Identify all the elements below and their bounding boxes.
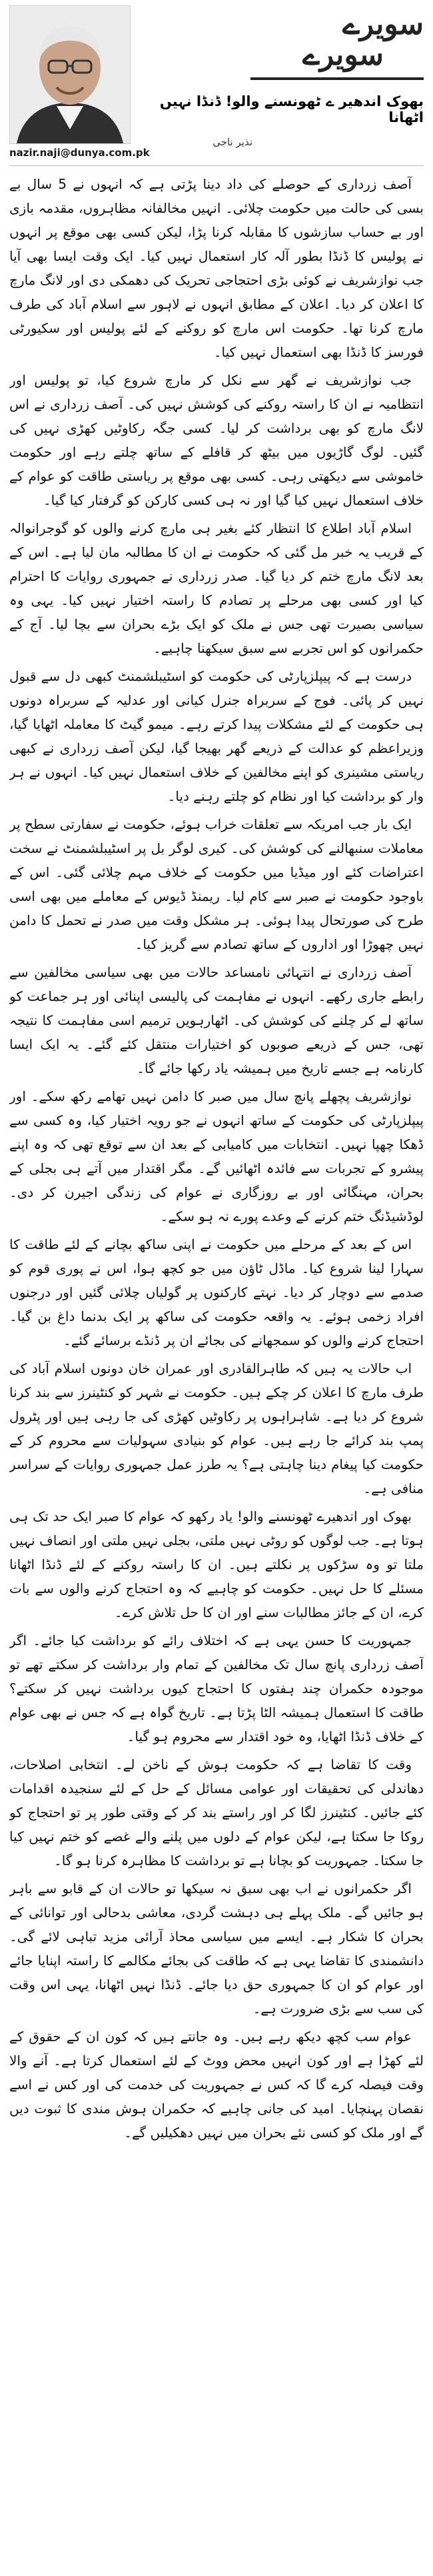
author-name: نذیر ناجی	[213, 136, 252, 148]
paragraph: اسلام آباد اطلاع کا انتظار کئے بغیر ہی مارچ کرنے والوں کو گوجرانوالہ کے قریب یہ خبر مل گئی کہ حکومت نے ان کا مطالبہ مان لیا ہے۔ اس کے بعد لانگ مارچ ختم کر دیا گیا۔ صدر زرداری نے جمہوری روایات کا احترام کیا اور کسی بھی مرحلے پر تصادم کا راستہ اختیار نہیں کیا۔ یہی وہ سیاسی بصیرت تھی جس نے ملک کو ایک بڑے بحران سے بچا لیا۔ آج کے حکمرانوں کو اس تجربے سے سبق سیکھنا چاہیے۔	[9, 520, 424, 656]
column-logo-line2: سویرے	[302, 38, 384, 73]
paragraph: آصف زرداری نے انتہائی نامساعد حالات میں بھی سیاسی مخالفین سے رابطے جاری رکھے۔ انہوں نے مفاہمت کی پالیسی اپنائی اور ہر جماعت کو ساتھ لے کر چلنے کی کوشش کی۔ اٹھارہویں ترمیم اسی مفاہمت کا نتیجہ تھی، جس کے ذریعے صوبوں کو اختیارات منتقل کئے گئے۔ یہ ایک ایسا کارنامہ ہے جسے تاریخ میں ہمیشہ یاد رکھا جائے گا۔	[9, 964, 424, 1076]
author-photo	[9, 5, 131, 144]
paragraph: اس کے بعد کے مرحلے میں حکومت نے اپنی ساکھ بچانے کے لئے طاقت کا سہارا لینا شروع کیا۔ ماڈل ٹاؤن میں جو کچھ ہوا، اس نے پوری قوم کو صدمے سے دوچار کر دیا۔ نہتے کارکنوں پر گولیاں چلائی گئیں اور درجنوں افراد زخمی ہوئے۔ یہ واقعہ حکومت کی ساکھ پر ایک بدنما داغ بن گیا۔ احتجاج کرنے والوں کو سمجھانے کی بجائے ان پر ڈنڈے برسائے گئے۔	[9, 1236, 424, 1348]
paragraph: نوازشریف پچھلے پانچ سال میں صبر کا دامن نہیں تھامے رکھ سکے۔ اور پیپلزپارٹی کی حکومت کے ساتھ انہوں نے جو رویہ اختیار کیا، وہ کسی سے ڈھکا چھپا نہیں۔ انتخابات میں کامیابی کے بعد ان سے توقع تھی کہ وہ اپنے پیشرو کے تجربات سے فائدہ اٹھائیں گے۔ مگر اقتدار میں آتے ہی بجلی کے بحران، مہنگائی اور بے روزگاری نے عوام کی زندگی اجیرن کر دی۔ لوڈشیڈنگ ختم کرنے کے وعدے پورے نہ ہو سکے۔	[9, 1088, 424, 1224]
paragraph: عوام سب کچھ دیکھ رہے ہیں۔ وہ جانتے ہیں کہ کون ان کے حقوق کے لئے کھڑا ہے اور کون انہیں محض ووٹ کے لئے استعمال کرتا ہے۔ آنے والا وقت فیصلہ کرے گا کہ کس نے جمہوریت کی خدمت کی اور کس نے اسے نقصان پہنچایا۔ امید کی جانی چاہیے کہ حکمران ہوش مندی کا ثبوت دیں گے اور ملک کو کسی نئے بحران میں نہیں دھکیلیں گے۔	[9, 2029, 424, 2141]
paragraph: وقت کا تقاضا ہے کہ حکومت ہوش کے ناخن لے۔ انتخابی اصلاحات، دھاندلی کی تحقیقات اور عوامی مسائل کے حل کے لئے سنجیدہ اقدامات کئے جائیں۔ کنٹینرز لگا کر اور راستے بند کر کے وقتی طور پر تو احتجاج کو روکا جا سکتا ہے، لیکن عوام کے دلوں میں پلنے والے غصے کو ختم نہیں کیا جا سکتا۔ جمہوریت کو بچانا ہے تو برداشت کا مظاہرہ کرنا ہو گا۔	[9, 1756, 424, 1868]
paragraph: جب نوازشریف نے گھر سے نکل کر مارچ شروع کیا، تو پولیس اور انتظامیہ نے ان کا راستہ روکنے کی کوشش نہیں کی۔ آصف زرداری نے اس لانگ مارچ کو بھی برداشت کر لیا۔ کسی جگہ رکاوٹیں کھڑی نہیں کی گئیں۔ لوگ گاڑیوں میں بیٹھ کر قافلے کے ساتھ چلتے رہے اور حکومت خاموشی سے دیکھتی رہی۔ کسی بھی موقع پر ریاستی طاقت کو عوام کے خلاف استعمال نہیں کیا گیا اور نہ ہی کسی کارکن کو گرفتار کیا گیا۔	[9, 372, 424, 508]
paragraph: ایک بار جب امریکہ سے تعلقات خراب ہوئے، حکومت نے سفارتی سطح پر معاملات سنبھالنے کی کوشش کی۔ کیری لوگر بل پر اسٹیبلشمنٹ نے سخت اعتراضات کئے اور میڈیا میں حکومت کے خلاف مہم چلائی گئی۔ اس کے باوجود حکومت نے صبر سے کام لیا۔ ریمنڈ ڈیوس کے معاملے میں بھی اسی طرح کی صورتحال پیدا ہوئی۔ ہر مشکل وقت میں صدر نے تحمل کا دامن نہیں چھوڑا اور اداروں کے ساتھ تصادم سے گریز کیا۔	[9, 816, 424, 952]
paragraph: اب حالات یہ ہیں کہ طاہرالقادری اور عمران خان دونوں اسلام آباد کی طرف مارچ کا اعلان کر چکے ہیں۔ حکومت نے شہر کو کنٹینرز سے بند کرنا شروع کر دیا ہے۔ شاہراہوں پر رکاوٹیں کھڑی کی جا رہی ہیں اور پٹرول پمپ بند کرائے جا رہے ہیں۔ عوام کو بنیادی سہولیات سے محروم کر کے حکومت کیا پیغام دینا چاہتی ہے؟ یہ طرز عمل جمہوری روایات کے سراسر منافی ہے۔	[9, 1360, 424, 1496]
paragraph: اگر حکمرانوں نے اب بھی سبق نہ سیکھا تو حالات ان کے قابو سے باہر ہو جائیں گے۔ ملک پہلے ہی دہشت گردی، معاشی بدحالی اور توانائی کے بحران کا شکار ہے۔ ایسے میں سیاسی محاذ آرائی مزید تباہی لائے گی۔ دانشمندی کا تقاضا یہی ہے کہ طاقت کی بجائے مکالمے کا راستہ اپنایا جائے اور عوام کو ان کا جمہوری حق دیا جائے۔ ڈنڈا نہیں اٹھانا، یہی اس وقت کی سب سے بڑی ضرورت ہے۔	[9, 1880, 424, 2017]
paragraph: درست ہے کہ پیپلزپارٹی کی حکومت کو اسٹیبلشمنٹ کبھی دل سے قبول نہیں کر پائی۔ فوج کے سربراہ جنرل کیانی اور عدلیہ کے سربراہ دونوں ہی حکومت کے لئے مشکلات پیدا کرتے رہے۔ میمو گیٹ کا معاملہ اٹھایا گیا، وزیراعظم کو عدالت کے ذریعے گھر بھیجا گیا، لیکن آصف زرداری نے کبھی ریاستی مشینری کو اپنے مخالفین کے خلاف استعمال نہیں کیا۔ انہوں نے ہر وار کو برداشت کیا اور نظام کو چلتے رہنے دیا۔	[9, 668, 424, 804]
header-divider	[9, 165, 424, 166]
author-portrait-icon	[10, 6, 130, 143]
logo-rule	[250, 77, 424, 80]
column-headline: بھوک اندھیر ے ٹھونسنے والو! ڈنڈا نہیں اٹھانا	[159, 93, 424, 125]
paragraph: آصف زرداری کے حوصلے کی داد دینا پڑتی ہے کہ انہوں نے 5 سال بے بسی کی حالت میں حکومت چلائی۔ انہیں مخالفانہ مظاہروں، مقدمہ بازی اور بے حساب سازشوں کا مقابلہ کرنا پڑا، لیکن کسی بھی موقع پر انہوں نے پولیس کا ڈنڈا بطور آلہ کار استعمال نہیں کیا۔ ایک وقت ایسا بھی آیا جب نوازشریف نے کوئی بڑی احتجاجی تحریک کی دھمکی دی اور لانگ مارچ کا اعلان کر دیا۔ اعلان کے مطابق انہوں نے لاہور سے اسلام آباد کی طرف مارچ کرنا تھا۔ حکومت اس مارچ کو روکنے کے لئے پولیس اور سکیورٹی فورسز کا ڈنڈا بھی استعمال نہیں کیا۔	[9, 176, 424, 360]
column-logo-line1: سویرے	[342, 7, 424, 41]
column-header	[9, 5, 424, 163]
column-logo	[224, 9, 424, 71]
author-email: nazir.naji@dunya.com.pk	[9, 147, 150, 159]
column-body	[9, 172, 424, 2566]
paragraph: جمہوریت کا حسن یہی ہے کہ اختلاف رائے کو برداشت کیا جائے۔ اگر آصف زرداری پانچ سال تک مخالفین کے تمام وار برداشت کر سکتے تھے تو موجودہ حکمران چند ہفتوں کا احتجاج کیوں برداشت نہیں کر سکتے؟ طاقت کا استعمال ہمیشہ الٹا پڑتا ہے۔ تاریخ گواہ ہے کہ جس نے بھی عوام کے خلاف ڈنڈا اٹھایا، وہ خود اقتدار سے محروم ہو گیا۔	[9, 1632, 424, 1744]
paragraph: بھوک اور اندھیرے ٹھونسنے والو! یاد رکھو کہ عوام کا صبر ایک حد تک ہی ہوتا ہے۔ جب لوگوں کو روٹی نہیں ملتی، بجلی نہیں ملتی اور انصاف نہیں ملتا تو وہ سڑکوں پر نکلتے ہیں۔ ان کا راستہ روکنے کے لئے ڈنڈا اٹھانا مسئلے کا حل نہیں۔ حکومت کو چاہیے کہ وہ احتجاج کرنے والوں سے بات کرے، ان کے جائز مطالبات سنے اور ان کا حل تلاش کرے۔	[9, 1508, 424, 1620]
